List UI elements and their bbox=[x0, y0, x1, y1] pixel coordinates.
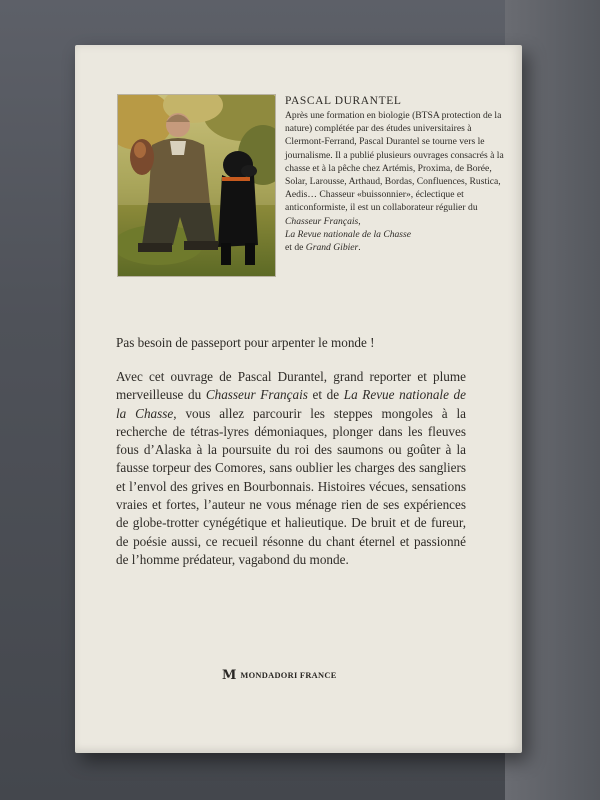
blurb-text: Avec cet ouvrage de Pascal Durantel, grand reporter et plume merveilleuse du bbox=[116, 369, 466, 403]
author-bio-text bbox=[285, 109, 510, 254]
author-bio bbox=[285, 94, 510, 254]
magazine-title: La Revue nationale de la Chasse bbox=[285, 228, 412, 240]
blurb-text: et de bbox=[307, 387, 344, 403]
blurb-text: , vous allez parcourir les steppes mongoles à la recherche de tétras-lyres démoniaques, plonger dans les fleuves fous d’Alaska à la poursuite du roi des saumons ou goûter à la fausse torpeur des Comores, sans oublier les charges des sangliers et l’envol des grives en Bourbonnais. Histoires vécues, sensations vraies et fortes, l’auteur ne vous ménage rien de ses expériences de globe-trotter cynégétique et halieutique. De bruit et de fureur, de poésie aussi, ce recueil résonne du chant éternel et passionné de l’homme prédateur, vagabond du monde. bbox=[116, 405, 466, 567]
author-bio-text-part: et de bbox=[285, 242, 306, 254]
author-bio-text-part: , bbox=[358, 215, 361, 227]
author-photo bbox=[117, 94, 276, 277]
magazine-title: Grand Gibier bbox=[305, 242, 359, 254]
author-photo-image bbox=[118, 95, 275, 276]
tagline: Pas besoin de passeport pour arpenter le monde ! bbox=[116, 335, 375, 350]
author-bio-text-part: . bbox=[358, 242, 361, 254]
publisher-name: MONDADORI FRANCE bbox=[240, 671, 337, 680]
magazine-title: Chasseur Français bbox=[285, 215, 359, 227]
publisher-mark bbox=[222, 668, 402, 683]
mondadori-logo-icon: M bbox=[222, 668, 237, 683]
magazine-title: Chasseur Français bbox=[205, 387, 308, 403]
blurb bbox=[116, 368, 466, 569]
author-bio-text-part: Après une formation en biologie (BTSA protection de la nature) complétée par des études universitaires à Clermont-Ferrand, Pascal Durantel se tourne vers le journalisme. Il a publié plusieurs ouvrages consacrés à la chasse et à la pêche chez Artémis, Proxima, de Borée, Solar, Larousse, Arthaud, Bordas, Confluences, Rustica, Aedis… Chasseur «buissonnier», éclectique et anticonformiste, il est un collaborateur régulier du bbox=[285, 110, 504, 214]
author-name: PASCAL DURANTEL bbox=[285, 95, 402, 107]
magazine-title: La Revue nationale de la Chasse bbox=[116, 387, 467, 421]
